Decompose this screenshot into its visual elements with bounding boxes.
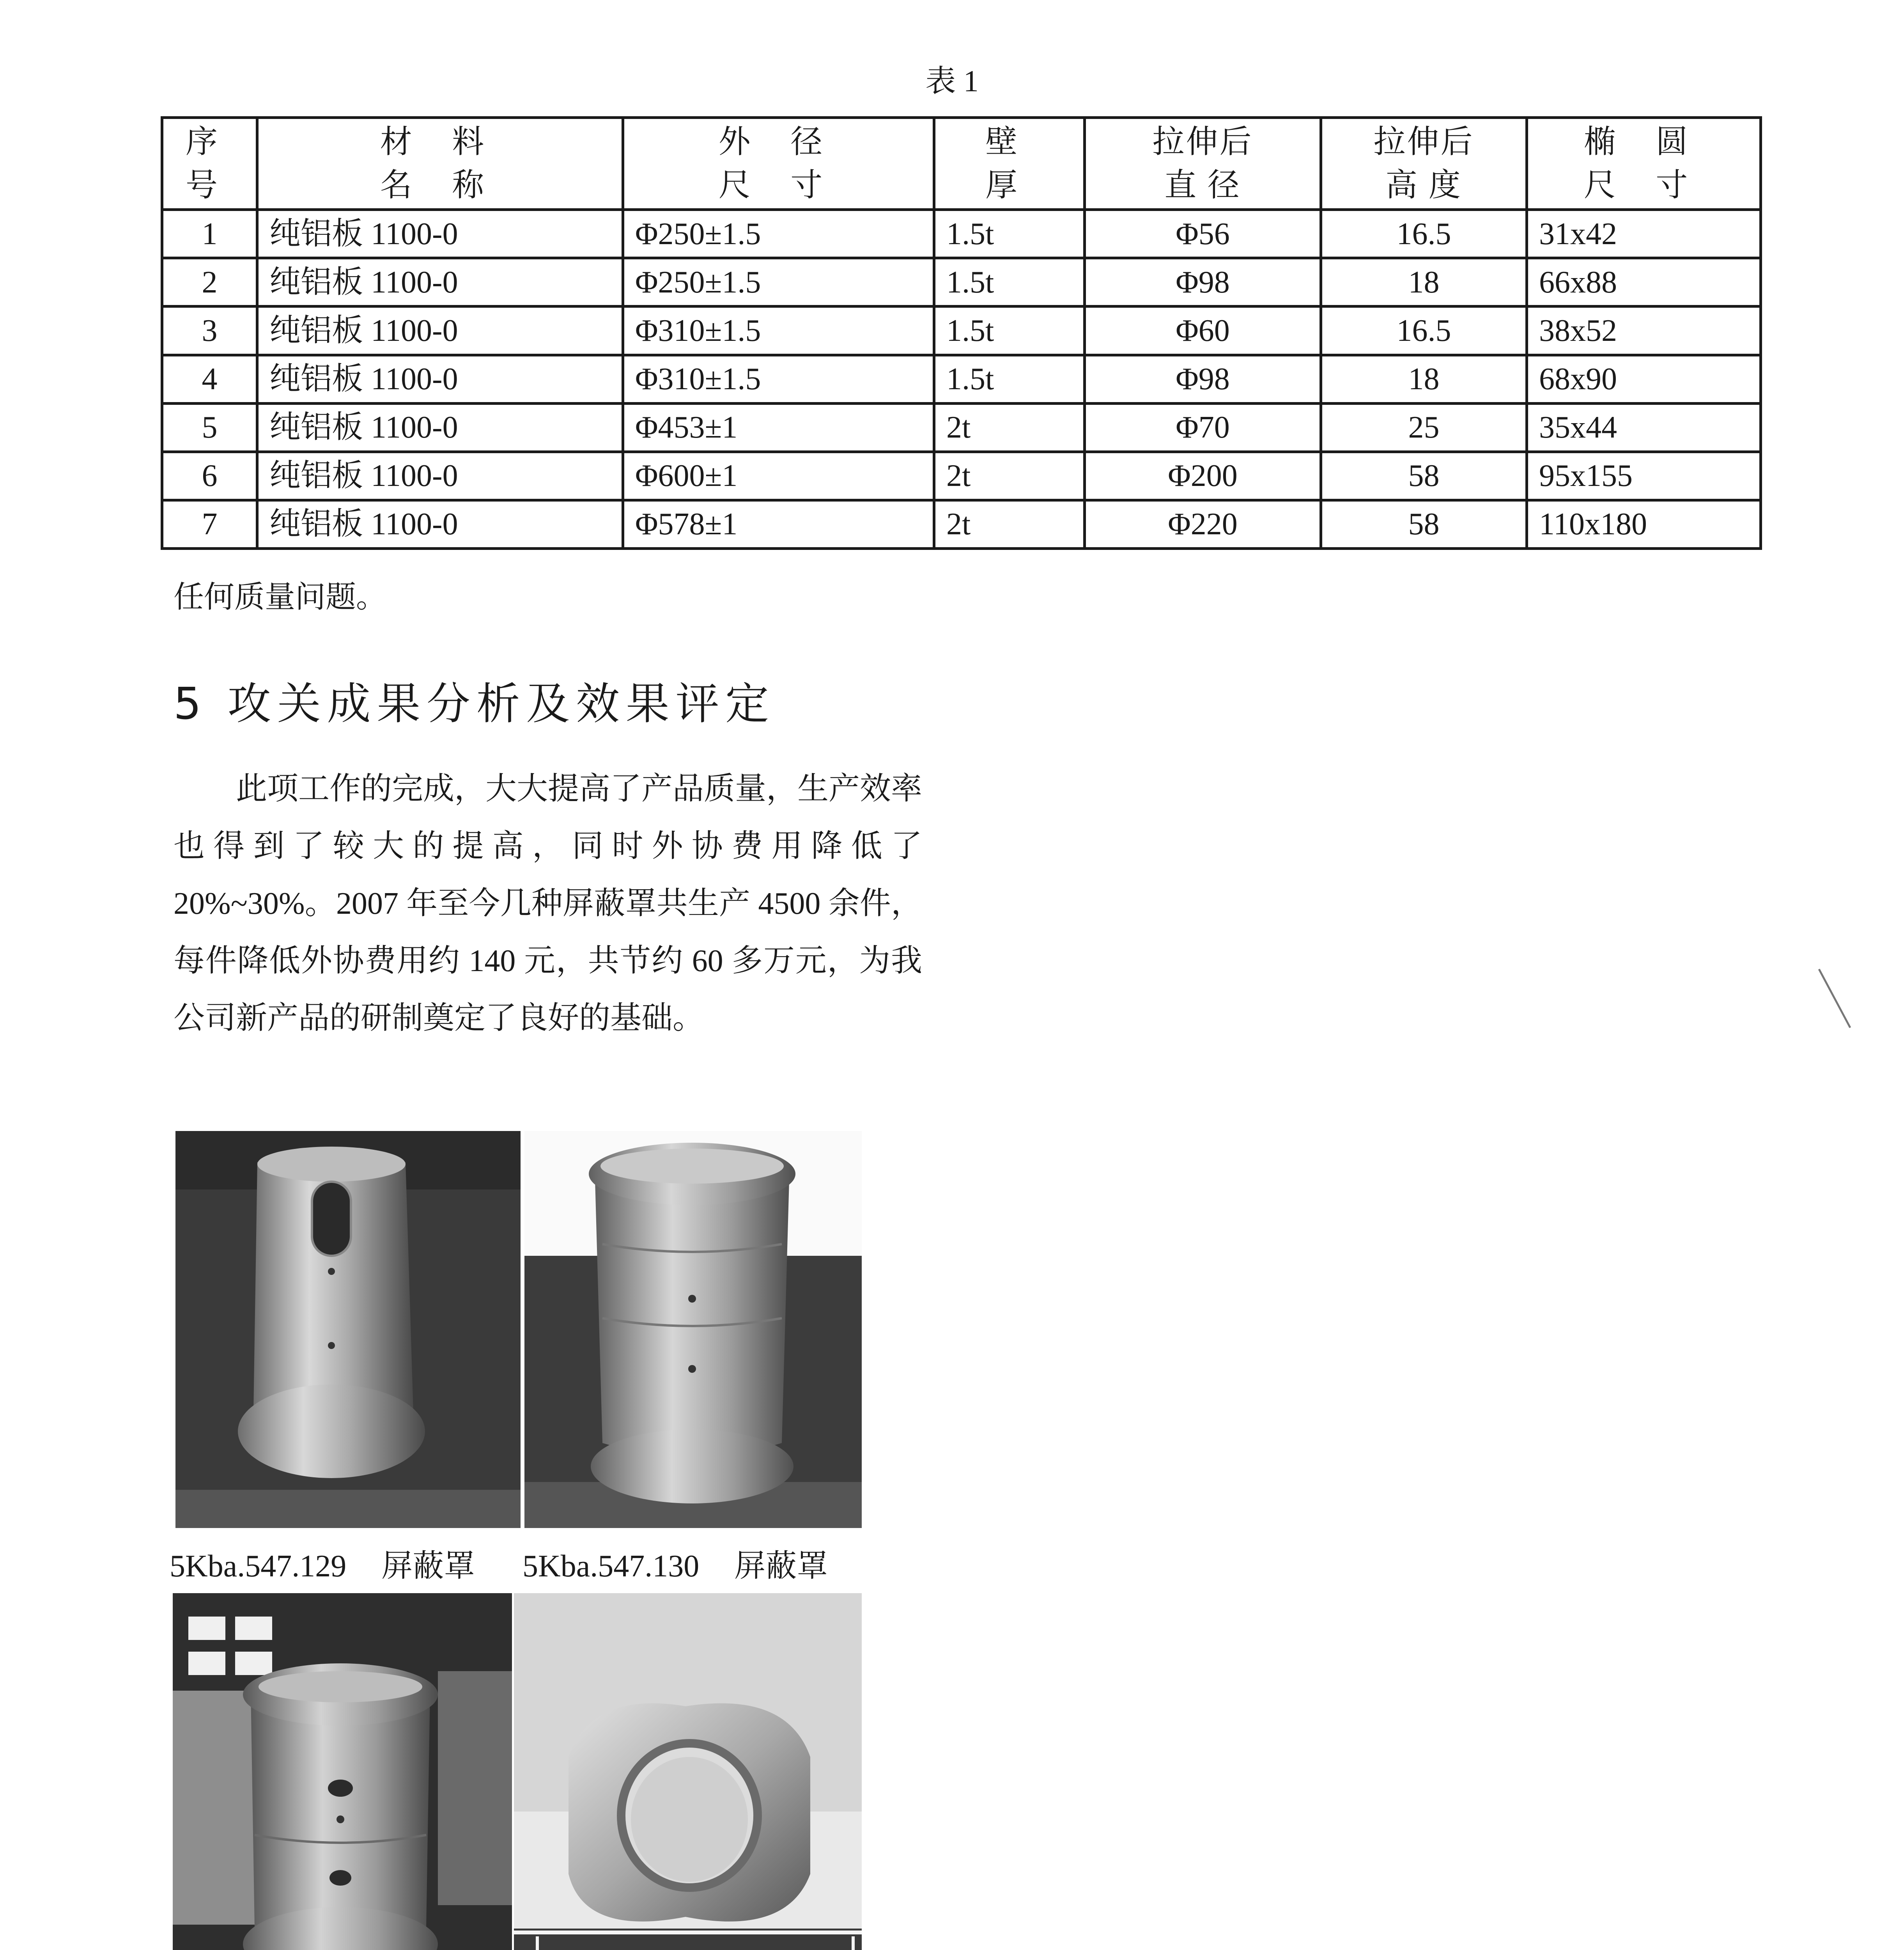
specification-table (161, 116, 1762, 550)
photo-code: 5Kba.547.130 (522, 1549, 700, 1583)
shield-cover-photo-4 (514, 1593, 862, 1950)
table-cell: Φ310±1.5 (623, 355, 934, 403)
table-cell: Φ250±1.5 (623, 210, 934, 258)
header-cell: 外 径 尺 寸 (623, 118, 934, 210)
photo-name: 屏蔽罩 (734, 1549, 828, 1583)
section-heading: 5 攻关成果分析及效果评定 (174, 679, 775, 729)
table-cell: 95x155 (1527, 452, 1761, 500)
scan-mark (1817, 967, 1852, 1030)
table-cell: 16.5 (1321, 210, 1527, 258)
table-cell: 7 (162, 500, 257, 548)
table-cell: Φ98 (1085, 355, 1321, 403)
table-cell: Φ453±1 (623, 403, 934, 452)
table-cell: 66x88 (1527, 258, 1761, 307)
table-cell: 2t (934, 403, 1085, 452)
shield-cover-photo-2 (524, 1131, 862, 1528)
table-cell: 纯铝板 1100-0 (257, 307, 623, 355)
header-cell: 序 号 (162, 118, 257, 210)
table-cell: 5 (162, 403, 257, 452)
table-cell: 2 (162, 258, 257, 307)
table-cell: Φ70 (1085, 403, 1321, 452)
table-row (162, 355, 1761, 403)
table-row (162, 452, 1761, 500)
photo-caption-2 (522, 1540, 828, 1585)
header-cell: 拉伸后 直 径 (1085, 118, 1321, 210)
table-cell: 31x42 (1527, 210, 1761, 258)
shield-cover-photo-1 (175, 1131, 521, 1528)
table-cell: 68x90 (1527, 355, 1761, 403)
photo-code: 5Kba.547.129 (170, 1549, 347, 1583)
table-cell: 58 (1321, 452, 1527, 500)
table-caption: 表 1 (925, 64, 979, 98)
body-paragraph-block (174, 760, 922, 1047)
table-cell: 纯铝板 1100-0 (257, 403, 623, 452)
continuation-text: 任何质量问题。 (174, 580, 387, 614)
table-cell: 1.5t (934, 210, 1085, 258)
table-cell: 35x44 (1527, 403, 1761, 452)
table-cell: Φ56 (1085, 210, 1321, 258)
table-cell: Φ220 (1085, 500, 1321, 548)
table-cell: 38x52 (1527, 307, 1761, 355)
table-row (162, 500, 1761, 548)
table-cell: 纯铝板 1100-0 (257, 258, 623, 307)
table-cell: Φ98 (1085, 258, 1321, 307)
table-row (162, 210, 1761, 258)
table-cell: 1.5t (934, 258, 1085, 307)
table-row (162, 258, 1761, 307)
table-cell: 3 (162, 307, 257, 355)
table-cell: 2t (934, 452, 1085, 500)
body-paragraph: 此项工作的完成，大大提高了产品质量，生产效率也得到了较大的提高，同时外协费用降低了20%~30%。2007 年至今几种屏蔽罩共生产 4500 余件，每件降低外协费用约 140 元，共节约 60 多万元，为我公司新产品的研制奠定了良好的基础。 (174, 772, 922, 1035)
shield-cover-photo-3 (173, 1593, 512, 1950)
table-cell: 1.5t (934, 307, 1085, 355)
table-cell: 4 (162, 355, 257, 403)
table-cell: Φ200 (1085, 452, 1321, 500)
table-cell: Φ310±1.5 (623, 307, 934, 355)
table-cell: 6 (162, 452, 257, 500)
table-header-row (162, 118, 1761, 210)
table-cell: 纯铝板 1100-0 (257, 355, 623, 403)
header-cell: 椭 圆 尺 寸 (1527, 118, 1761, 210)
table-cell: 纯铝板 1100-0 (257, 210, 623, 258)
header-cell: 材 料 名 称 (257, 118, 623, 210)
table-cell: 纯铝板 1100-0 (257, 452, 623, 500)
table-cell: 2t (934, 500, 1085, 548)
table-cell: Φ250±1.5 (623, 258, 934, 307)
table-cell: Φ600±1 (623, 452, 934, 500)
table-cell: Φ60 (1085, 307, 1321, 355)
header-cell: 壁 厚 (934, 118, 1085, 210)
table-cell: 18 (1321, 258, 1527, 307)
table-cell: 纯铝板 1100-0 (257, 500, 623, 548)
table-row (162, 403, 1761, 452)
table-cell: 1.5t (934, 355, 1085, 403)
table-cell: 25 (1321, 403, 1527, 452)
table-cell: Φ578±1 (623, 500, 934, 548)
table-cell: 58 (1321, 500, 1527, 548)
header-cell: 拉伸后 高 度 (1321, 118, 1527, 210)
table-cell: 18 (1321, 355, 1527, 403)
photo-name: 屏蔽罩 (381, 1549, 475, 1583)
table-cell: 110x180 (1527, 500, 1761, 548)
photo-caption-1 (170, 1540, 475, 1585)
table-cell: 1 (162, 210, 257, 258)
table-cell: 16.5 (1321, 307, 1527, 355)
table-row (162, 307, 1761, 355)
